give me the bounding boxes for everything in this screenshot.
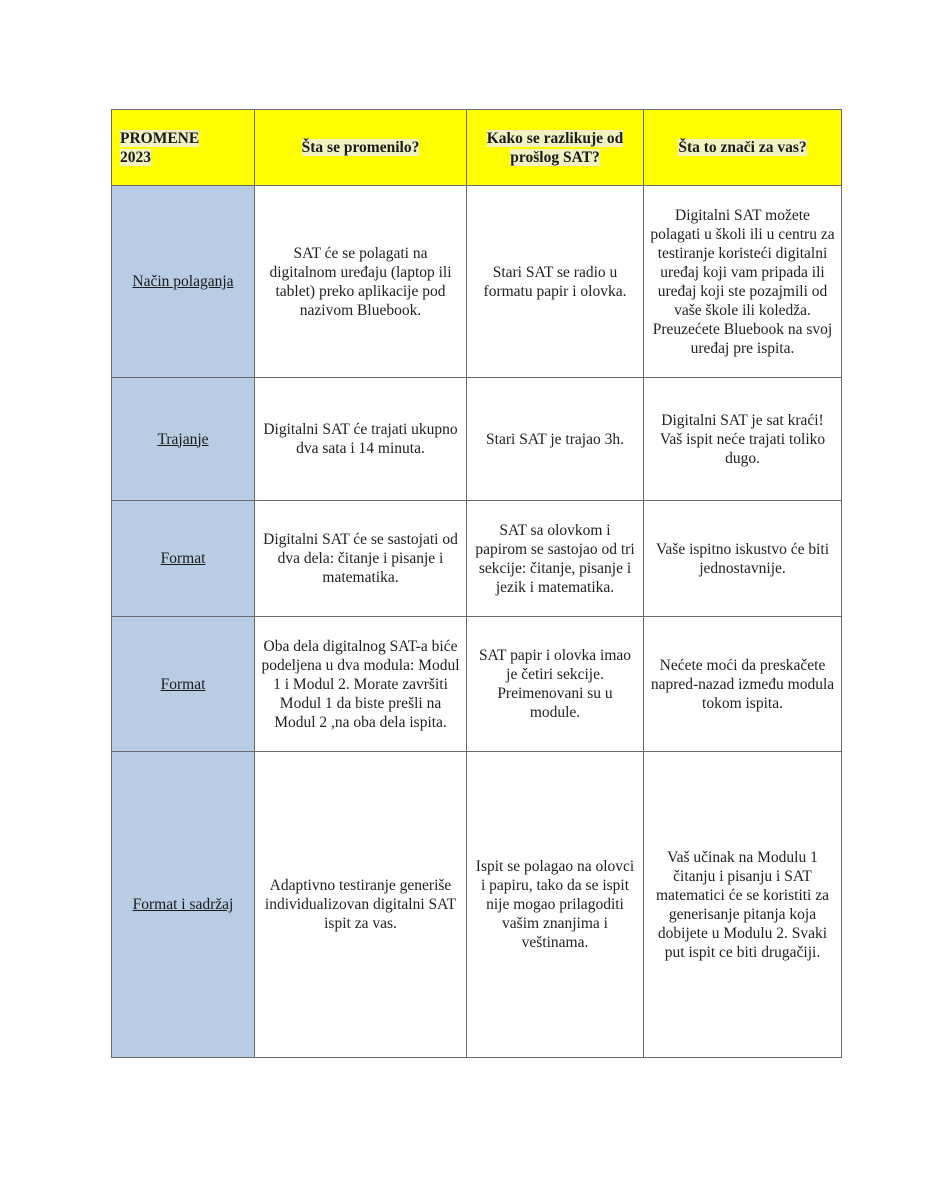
row-label: Format (160, 550, 206, 567)
table-row (112, 617, 842, 752)
header-what-changed-text: Šta se promenilo? (301, 139, 420, 156)
row-label: Format i sadržaj (132, 896, 234, 913)
row-label: Trajanje (157, 430, 209, 448)
header-changes-2023-text: PROMENE 2023 (120, 129, 200, 166)
what-changed-cell: Oba dela digitalnog SAT-a biće podeljena u dva modula: Modul 1 i Modul 2. Morate završiti Modul 1 da biste prešli na Modul 2 ,na oba dela ispita. (255, 617, 467, 752)
difference-cell: SAT papir i olovka imao je četiri sekcije. Preimenovani su u module. (467, 617, 644, 752)
row-label: Način polaganja (132, 273, 234, 290)
header-what-it-means (644, 110, 842, 186)
difference-cell: Ispit se polagao na olovci i papiru, tako da se ispit nije mogao prilagoditi vašim znanjima i veštinama. (467, 752, 644, 1058)
meaning-cell: Digitalni SAT je sat kraći! Vaš ispit neće trajati toliko dugo. (644, 378, 842, 501)
difference-cell: Stari SAT se radio u formatu papir i olovka. (467, 186, 644, 378)
row-label-cell (112, 617, 255, 752)
header-what-it-means-text: Šta to znači za vas? (678, 139, 807, 156)
meaning-cell: Nećete moći da preskačete napred-nazad između modula tokom ispita. (644, 617, 842, 752)
table-header-row (112, 110, 842, 186)
header-how-different-text: Kako se razlikuje od prošlog SAT? (486, 129, 624, 166)
meaning-cell: Digitalni SAT možete polagati u školi ili u centru za testiranje koristeći digitalni uređaj koji vam pripada ili uređaj koji ste pozajmili od vaše škole ili koledža. Preuzećete Bluebook na svoj uređaj pre ispita. (644, 186, 842, 378)
row-label: Format (160, 675, 206, 693)
meaning-cell: Vaše ispitno iskustvo će biti jednostavnije. (644, 501, 842, 617)
table-row (112, 186, 842, 378)
what-changed-cell: SAT će se polagati na digitalnom uređaju (laptop ili tablet) preko aplikacije pod nazivom Bluebook. (255, 186, 467, 378)
row-label-cell (112, 186, 255, 378)
header-changes-2023 (112, 110, 255, 186)
header-what-changed (255, 110, 467, 186)
what-changed-cell: Digitalni SAT će trajati ukupno dva sata i 14 minuta. (255, 378, 467, 501)
difference-cell: Stari SAT je trajao 3h. (467, 378, 644, 501)
row-label-cell (112, 378, 255, 501)
meaning-cell: Vaš učinak na Modulu 1 čitanju i pisanju i SAT matematici će se koristiti za generisanje pitanja koja dobijete u Modulu 2. Svaki put ispit ce biti drugačiji. (644, 752, 842, 1058)
table-row (112, 378, 842, 501)
row-label-cell (112, 501, 255, 617)
table-row (112, 752, 842, 1058)
what-changed-cell: Adaptivno testiranje generiše individualizovan digitalni SAT ispit za vas. (255, 752, 467, 1058)
table-row (112, 501, 842, 617)
header-how-different (467, 110, 644, 186)
what-changed-cell: Digitalni SAT će se sastojati od dva dela: čitanje i pisanje i matematika. (255, 501, 467, 617)
sat-changes-table (111, 109, 842, 1058)
difference-cell: SAT sa olovkom i papirom se sastojao od tri sekcije: čitanje, pisanje i jezik i matematika. (467, 501, 644, 617)
row-label-cell (112, 752, 255, 1058)
